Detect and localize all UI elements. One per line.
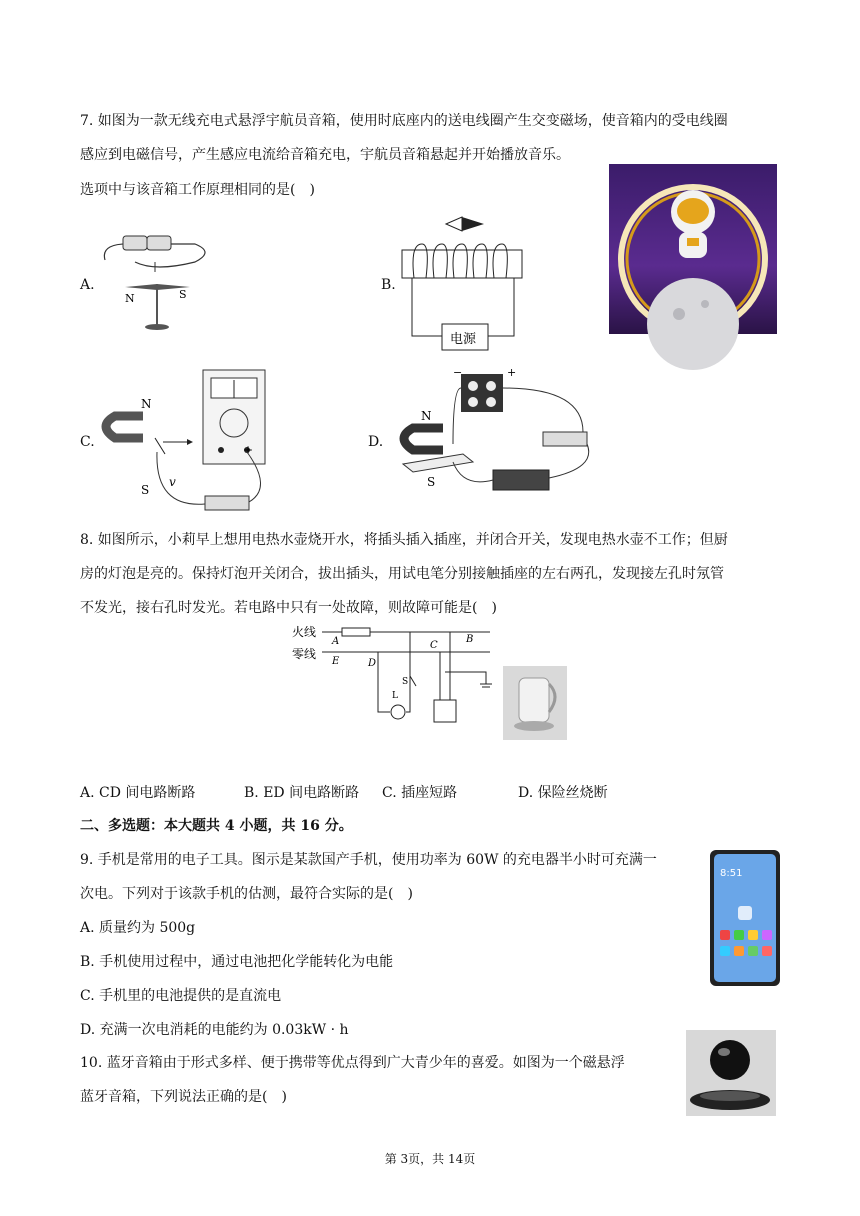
- page-footer: 第 3页，共 14页: [384, 1152, 476, 1166]
- kettle-image: [503, 666, 567, 740]
- q7-figure-b: [400, 214, 530, 354]
- q8-line1: 8. 如图所示，小莉早上想用电热水壶烧开水，将插头插入插座，并闭合开关，发现电热水壶不工作；但厨: [80, 532, 728, 548]
- fig-c-n-label: N: [141, 397, 152, 411]
- q9-option-a: A. 质量约为 500g: [80, 920, 196, 936]
- fig-d-n-label: N: [421, 409, 432, 423]
- fig-d-minus: −: [453, 366, 463, 379]
- fig-neutral-label: 零线: [292, 647, 317, 661]
- q7-option-d: D.: [368, 434, 384, 450]
- maglev-speaker-image: [686, 1030, 776, 1116]
- q7-line1: 7. 如图为一款无线充电式悬浮宇航员音箱，使用时底座内的送电线圈产生交变磁场，使音箱内的受电线圈: [80, 113, 728, 129]
- kettle-drawing: [503, 666, 567, 740]
- astronaut-speaker-drawing: [609, 164, 777, 334]
- q7-figure-d: [383, 368, 603, 508]
- fig-d-plus: +: [507, 366, 517, 379]
- phone-image: [710, 850, 780, 986]
- q9-line1: 9. 手机是常用的电子工具。图示是某款国产手机，使用功率为 60W 的充电器半小时可充满一: [80, 852, 657, 868]
- fig-a-s-label: S: [179, 288, 187, 301]
- q9-option-b: B. 手机使用过程中，通过电池把化学能转化为电能: [80, 954, 394, 970]
- q7-option-a: A.: [80, 277, 95, 293]
- q8-option-d: D. 保险丝烧断: [518, 785, 608, 801]
- q10-line1: 10. 蓝牙音箱由于形式多样、便于携带等优点得到广大青少年的喜爱。如图为一个磁悬浮: [80, 1055, 625, 1071]
- q9-option-c: C. 手机里的电池提供的是直流电: [80, 988, 282, 1004]
- fig-d-label: D: [368, 658, 377, 669]
- q7-figure-c: [95, 368, 275, 518]
- q7-figure-a: [95, 232, 215, 332]
- q8-line3: 不发光，接右孔时发光。若电路中只有一处故障，则故障可能是( ): [80, 600, 497, 616]
- q9-line2: 次电。下列对于该款手机的估测，最符合实际的是( ): [80, 886, 413, 902]
- phone-time: 8:51: [720, 868, 743, 879]
- q7-option-b: B.: [381, 277, 396, 293]
- fig-c-s-label: S: [141, 483, 150, 497]
- fig-l-label: L: [392, 691, 398, 701]
- q8-line2: 房的灯泡是亮的。保持灯泡开关闭合，拔出插头，用试电笔分别接触插座的左右两孔，发现接左孔时氖管: [80, 566, 724, 582]
- fig-live-label: 火线: [292, 625, 317, 639]
- section-heading: 二、多选题：本大题共 4 小题，共 16 分。: [80, 818, 353, 834]
- fig-b-label: B: [466, 634, 474, 645]
- fig-c-label: C: [430, 640, 438, 651]
- q8-option-c: C. 插座短路: [382, 785, 458, 801]
- phone-drawing: [710, 850, 780, 986]
- fig-c-v-label: v: [169, 475, 176, 489]
- fig-c-plus: +: [243, 443, 254, 457]
- q8-option-a: A. CD 间电路断路: [80, 785, 196, 801]
- fig-a-label: A: [332, 636, 340, 647]
- q8-circuit-diagram: [290, 622, 510, 732]
- q8-option-b: B. ED 间电路断路: [244, 785, 360, 801]
- fig-s-label: S: [402, 677, 409, 687]
- q9-option-d: D. 充满一次电消耗的电能约为 0.03kW · h: [80, 1022, 349, 1038]
- fig-a-n-label: N: [125, 292, 135, 305]
- fig-b-power-label: 电源: [450, 332, 477, 347]
- q7-line3: 选项中与该音箱工作原理相同的是( ): [80, 182, 315, 198]
- fig-d-s-label: S: [427, 475, 436, 489]
- fig-e-label: E: [332, 656, 340, 667]
- q7-option-c: C.: [80, 434, 95, 450]
- q10-line2: 蓝牙音箱，下列说法正确的是( ): [80, 1089, 287, 1105]
- maglev-speaker-drawing: [686, 1030, 776, 1116]
- q7-line2: 感应到电磁信号，产生感应电流给音箱充电，宇航员音箱悬起并开始播放音乐。: [80, 147, 570, 163]
- astronaut-speaker-image: [609, 164, 777, 334]
